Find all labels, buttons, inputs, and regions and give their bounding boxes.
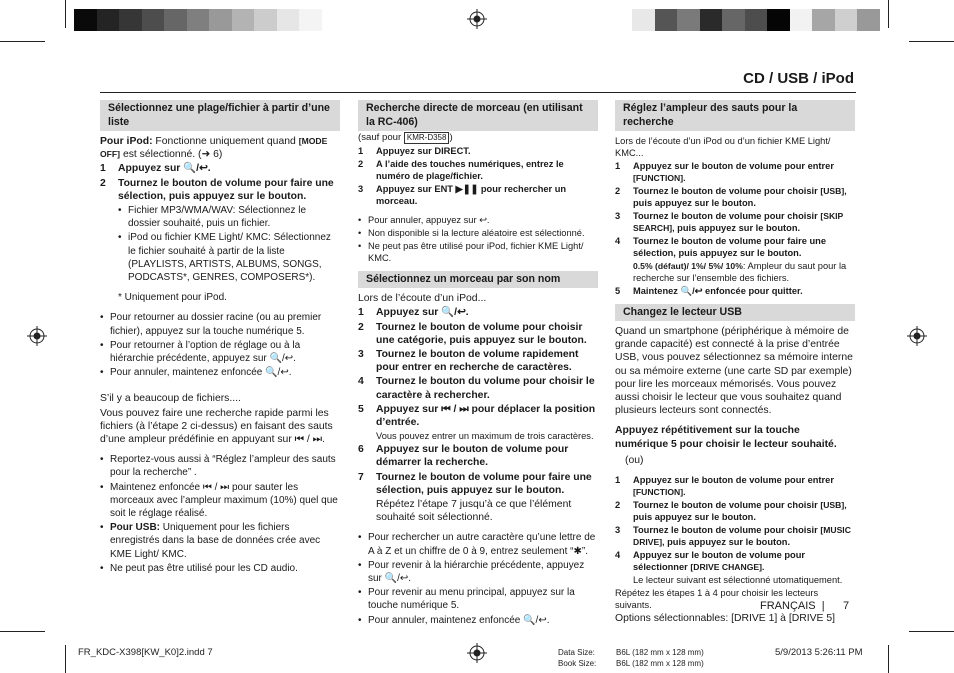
section-title: CD / USB / iPod: [743, 70, 854, 87]
paragraph: S’il y a beaucoup de fichiers....: [100, 393, 241, 405]
print-timestamp: 5/9/2013 5:26:11 PM: [775, 647, 863, 658]
list-item: • Pour annuler, appuyez sur ↩.: [358, 215, 490, 226]
column-3: [615, 100, 855, 626]
section-heading: Sélectionnez une plage/fichier à partir d’une liste: [100, 100, 340, 131]
section-heading: Changez le lecteur USB: [615, 304, 855, 321]
column-1: [100, 100, 340, 576]
paragraph: Options sélectionnables: [DRIVE 1] à [DRIVE 5]: [615, 613, 836, 625]
data-size-value: B6L (182 mm x 128 mm): [616, 648, 704, 657]
paragraph: Appuyez répétitivement sur la touche numérique 5 pour choisir le lecteur souhaité.: [615, 425, 837, 450]
list-item: • Pour revenir à la hiérarchie précédente, appuyez sur 🔍/↩.: [358, 559, 585, 585]
paragraph: Vous pouvez faire une recherche rapide parmi les fichiers (à l’étape 2 ci-dessus) en faisant des sauts d’une ampleur prédéfinie en appuyant sur ⏮ / ⏭.: [100, 407, 333, 446]
step: 6 Appuyez sur le bouton de volume pour démarrer la recherche.: [358, 444, 569, 469]
registration-mark-icon: [27, 326, 47, 346]
step: 4 Tournez le bouton de volume pour faire une sélection, puis appuyez sur le bouton.: [615, 236, 827, 258]
step: 2 Tournez le bouton de volume pour choisir [USB], puis appuyez sur le bouton.: [615, 500, 847, 523]
paragraph: Lors de l’écoute d’un iPod ou d’un fichier KME Light/ KMC...: [615, 136, 831, 158]
list-item: • Pour revenir au menu principal, appuyez sur la touche numérique 5.: [358, 587, 575, 612]
footnote: * Uniquement pour iPod.: [118, 292, 227, 304]
list-item: • Pour retourner au dossier racine (ou au premier fichier), appuyez sur la touche numérique 5.: [100, 312, 322, 337]
list-item: • Pour retourner à l’option de réglage ou à la hiérarchie précédente, appuyez sur 🔍/↩.: [100, 339, 301, 365]
book-size-label: Book Size:: [558, 659, 597, 668]
step-note: Le lecteur suivant est sélectionné utomatiquement.: [633, 575, 843, 586]
section-heading: Sélectionnez un morceau par son nom: [358, 271, 598, 288]
step: 2 A l’aide des touches numériques, entrez le numéro de plage/fichier.: [358, 159, 564, 182]
model-note: (sauf pour KMR-D358 ): [358, 132, 453, 143]
step: 2 Tournez le bouton de volume pour faire une sélection, puis appuyez sur le bouton.: [100, 177, 334, 202]
crop-mark: [909, 631, 954, 632]
registration-mark-icon: [467, 643, 487, 663]
page-footer: FRANÇAIS | 7: [760, 600, 850, 612]
section-heading: Réglez l’ampleur des sauts pour la recherche: [615, 100, 855, 131]
paragraph: (ou): [625, 454, 644, 466]
book-size-value: B6L (182 mm x 128 mm): [616, 659, 704, 668]
list-item: • Pour annuler, maintenez enfoncée 🔍/↩.: [358, 614, 550, 626]
step: 3 Tournez le bouton de volume rapidement pour entrer en recherche de caractères.: [358, 349, 579, 374]
list-item: • Maintenez enfoncée ⏮ / ⏭ pour sauter les morceaux avec l’ampleur maximum (10%) quel que soit le réglage réalisé.: [100, 481, 338, 520]
step: 1 Appuyez sur le bouton de volume pour entrer [FUNCTION].: [615, 161, 834, 183]
step: 5 Maintenez 🔍/↩ enfoncée pour quitter.: [615, 286, 803, 296]
list-item: • Reportez-vous aussi à “Réglez l’ampleur des sauts pour la recherche” .: [100, 454, 336, 479]
paragraph: Quand un smartphone (périphérique à mémoire de grande capacité) est connecté à la prise d’entrée USB, vous pouvez sélectionnez sa mémoire interne ou sa mémoire externe (une carte SD par exemple) pour lire les morceaux mémorisés. Vous pouvez aussi choisir le lecteur que vous souhaitez quand plusieurs lecteurs sont connectés.: [615, 326, 853, 417]
paragraph: Lors de l’écoute d’un iPod...: [358, 293, 487, 305]
crop-mark: [65, 0, 66, 28]
header-rule: [100, 92, 856, 93]
crop-mark: [888, 0, 889, 28]
step: 1 Appuyez sur 🔍/↩.: [358, 307, 469, 319]
step: 1 Appuyez sur le bouton de volume pour entrer [FUNCTION].: [615, 475, 834, 498]
crop-mark: [0, 631, 45, 632]
list-item: • Fichier MP3/WMA/WAV: Sélectionnez le dossier souhaité, puis un fichier.: [118, 205, 307, 230]
step: 1 Appuyez sur DIRECT.: [358, 146, 471, 157]
list-item: • Pour USB: Uniquement pour les fichiers enregistrés dans la base de données crée avec KME Light/ KMC.: [100, 522, 321, 560]
paragraph: Répétez les étapes 1 à 4 pour choisir les lecteurs suivants.: [615, 588, 819, 611]
step-note: Vous pouvez entrer un maximum de trois caractères.: [376, 431, 594, 442]
step: 2 Tournez le bouton de volume pour choisir [USB], puis appuyez sur le bouton.: [615, 186, 847, 208]
step: 3 Tournez le bouton de volume pour choisir [SKIP SEARCH], puis appuyez sur le bouton.: [615, 211, 844, 233]
print-file-name: FR_KDC-X398[KW_K0]2.indd 7: [78, 647, 213, 658]
section-heading: Recherche directe de morceau (en utilisant la RC-406): [358, 100, 598, 131]
step: 4 Tournez le bouton du volume pour choisir le caractère à rechercher.: [358, 376, 595, 401]
crop-mark: [0, 41, 45, 42]
list-item: • Ne peut pas être utilisé pour les CD audio.: [100, 562, 298, 574]
list-item: • Pour rechercher un autre caractère qu’une lettre de A à Z et un chiffre de 0 à 9, entrez seulement “✱”.: [358, 532, 596, 557]
step: 5 Appuyez sur ⏮ / ⏭ pour déplacer la position d’entrée.: [358, 403, 596, 429]
step: 3 Tournez le bouton de volume pour choisir [MUSIC DRIVE], puis appuyez sur le bouton.: [615, 525, 851, 548]
ipod-note: Pour iPod: Fonctionne uniquement quand [MODE OFF] est sélectionné. (➜ 6): [100, 136, 328, 161]
crop-mark: [65, 645, 66, 673]
list-item: • Non disponible si la lecture aléatoire est sélectionné.: [358, 228, 585, 239]
step: 4 Appuyez sur le bouton de volume pour sélectionner [DRIVE CHANGE].: [615, 550, 806, 573]
step: 1 Appuyez sur 🔍/↩.: [100, 163, 211, 175]
step: 2 Tournez le bouton de volume pour choisir une catégorie, puis appuyez sur le bouton.: [358, 321, 587, 346]
color-bar-right: [632, 9, 880, 31]
registration-mark-icon: [907, 326, 927, 346]
data-size-label: Data Size:: [558, 648, 595, 657]
list-item: • Ne peut pas être utilisé pour iPod, fichier KME Light/ KMC.: [358, 241, 584, 264]
step: 3 Appuyez sur ENT ▶❚❚ pour rechercher un morceau.: [358, 184, 567, 207]
column-2: [358, 100, 598, 628]
list-item: • iPod ou fichier KME Light/ KMC: Sélectionnez le fichier souhaité à partir de la liste (PLAYLISTS, ARTISTS, ALBUMS, SONGS, PODCASTS*, GENRES, COMPOSERS*).: [118, 232, 331, 284]
step-note: Répétez l’étape 7 jusqu’à ce que l’élément souhaité soit sélectionné.: [376, 499, 572, 524]
step: 7 Tournez le bouton de volume pour faire une sélection, puis appuyez sur le bouton.: [358, 471, 592, 496]
registration-mark-icon: [467, 9, 487, 29]
list-item: • Pour annuler, maintenez enfoncée 🔍/↩.: [100, 367, 292, 379]
crop-mark: [888, 645, 889, 673]
color-bar-left: [74, 9, 322, 31]
step-note: 0.5% (défaut)/ 1%/ 5%/ 10%: Ampleur du saut pour la recherche sur l’ensemble des fichiers.: [633, 261, 847, 283]
crop-mark: [909, 41, 954, 42]
